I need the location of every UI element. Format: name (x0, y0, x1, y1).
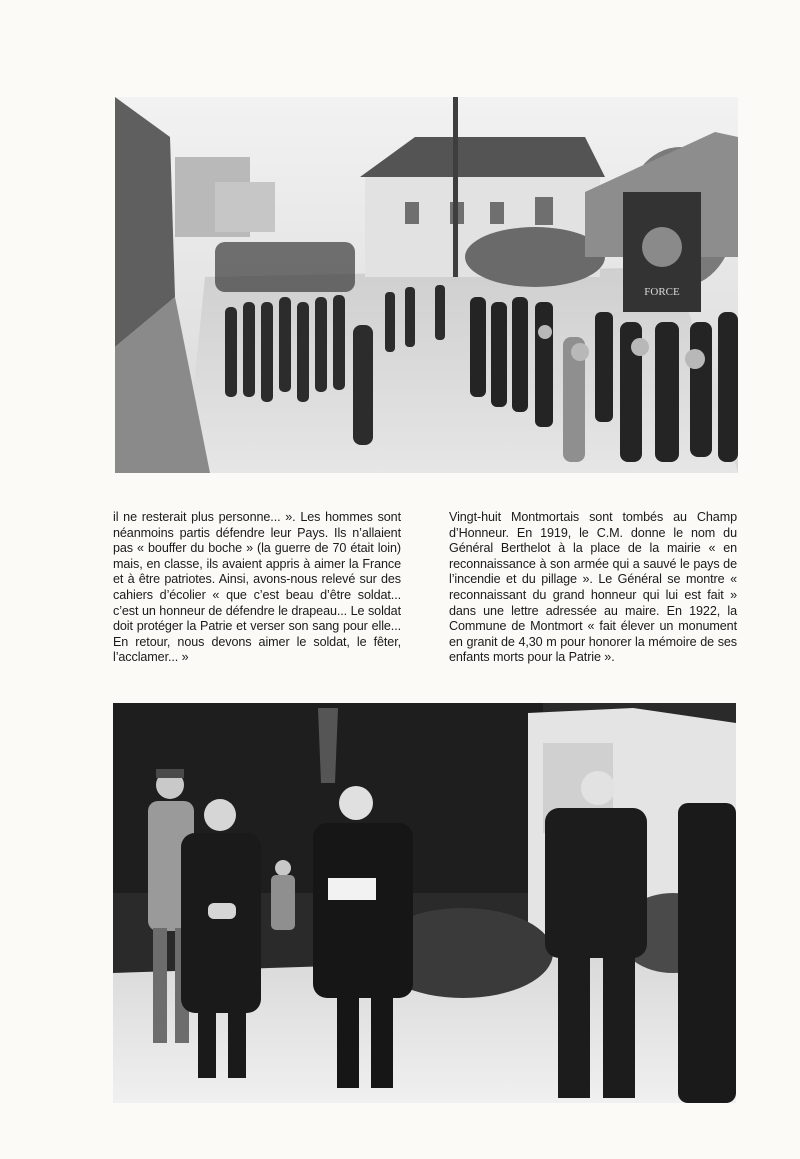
photo-parade (115, 97, 738, 473)
photo-ceremony (113, 703, 736, 1103)
ceremony-photo-drawing (113, 703, 736, 1103)
text-column-left: il ne resterait plus personne... ». Les hommes sont néanmoins partis défendre leur Pays. Ils n’allaient pas « bouffer du boche » (la guerre de 70 était loin) mais, en classe, ils avaient appris à aimer la France et à être patriotes. Ainsi, avons-nous relevé sur des cahiers d’écolier « que c’est beau d’être soldat... c’est un honneur de défendre le drapeau... Le soldat doit protéger la Patrie et verser son sang pour elle... En retour, nous devons aimer le soldat, le fêter, l’acclamer... » (113, 510, 401, 665)
text-column-right: Vingt-huit Montmortais sont tombés au Champ d’Honneur. En 1919, le C.M. donne le nom du Général Berthelot à la place de la mairie « en reconnaissance à son armée qui a sauvé le pays de l’incendie et du pillage ». Le Général se montre « reconnaissant du grand honneur qui lui est fait » dans une lettre adressée au maire. En 1922, la Commune de Montmort « fait élever un monument en granit de 4,30 m pour honorer la mémoire de ses enfants morts pour la Patrie ». (449, 510, 737, 665)
banner-text: FORCE (644, 286, 680, 298)
parade-photo-drawing (115, 97, 738, 473)
